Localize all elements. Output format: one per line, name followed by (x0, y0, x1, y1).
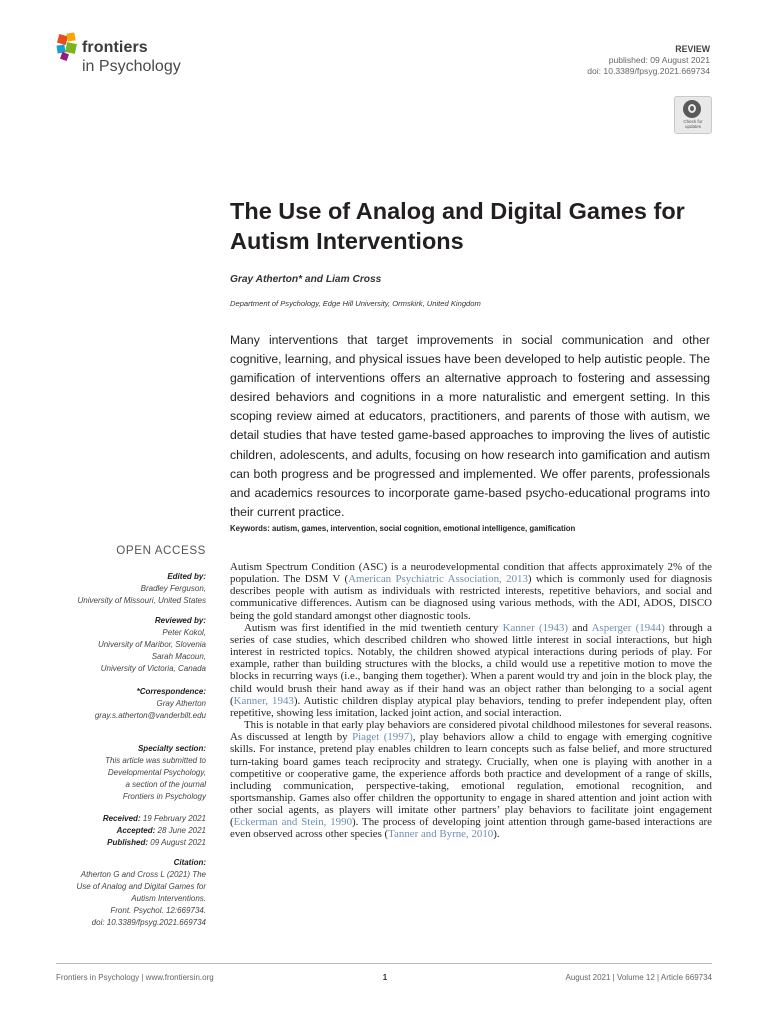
citation-line[interactable]: doi: 10.3389/fpsyg.2021.669734 (91, 918, 206, 927)
correspondence-label: *Correspondence: (136, 687, 206, 696)
abstract: Many interventions that target improvements in social communication and other cognitive, learning, and physical issues have been developed to help autistic people. The gamification of interventions offers an alternative approach to fostering and assessing desired behaviors and cognitions in a more naturalistic and emergent setting. In this scoping review aimed at educators, practitioners, and parents of those with autism, we detail studies that have tested game-based approaches to improving the lives of autistic children, adolescents, and adults, focusing on how research into gamification and autism can both progress and be progressed and implemented. We offer parents, professionals and academics resources to incorporate game-based psycho-educational programs into their current practice. (230, 333, 710, 519)
reference-link[interactable]: Kanner, 1943 (233, 694, 294, 707)
citation-line: Autism Interventions. (131, 894, 206, 903)
reviewer-name: Sarah Macoun, (151, 652, 206, 661)
check-for-updates-badge[interactable] (674, 96, 712, 134)
page-number: 1 (382, 973, 388, 982)
specialty-line: Frontiers in Psychology (122, 792, 206, 801)
correspondence-block (95, 686, 206, 722)
body-paragraph: Autism Spectrum Condition (ASC) is a neurodevelopmental condition that affects approximately 2% of the population. The DSM V (American Psychiatric Association, 2013) which is commonly used for diagnosis describes people with autism as individuals with restricted interests, repetitive behaviors, and social and communicative differences. Autism can be diagnosed using various methods, with the ADI, ADOS, DISCO being the gold standard amongst other diagnostic tools. (230, 561, 712, 622)
article-title: The Use of Analog and Digital Games for Autism Interventions (230, 198, 685, 254)
edited-by-label: Edited by: (167, 572, 206, 581)
published-date: published: 09 August 2021 (608, 55, 710, 65)
accepted-label: Accepted: (116, 826, 156, 835)
citation-label: Citation: (173, 858, 206, 867)
citation-line: Atherton G and Cross L (2021) The (80, 870, 206, 879)
body-paragraph: Autism was first identified in the mid twentieth century Kanner (1943) and Asperger (1944) through a series of case studies, which described children who showed little interest in social interactions, but high interest in restricted topics. Notably, the children showed atypical interactions during periods of play. For example, rather than building structures with the blocks, a child would use a repetitive motion to move the blocks in recurring ways (i.e., banging them together). When a parent would try and join in the block play, the child would brush their hand away as if their hand was an object rather than belonging to a social agent (Kanner, 1943). Autistic children display atypical play behaviors, tending to prefer independent play, often repetitive, showing less imitation, lacked joint action, and social interaction. (230, 621, 712, 719)
specialty-line: This article was submitted to (105, 756, 206, 765)
journal-name-line1: frontiers (82, 39, 148, 56)
reviewed-by-label: Reviewed by: (154, 616, 206, 625)
check-updates-label: Check for updates (683, 119, 703, 129)
check-updates-icon (683, 100, 701, 118)
specialty-line: Developmental Psychology, (107, 768, 206, 777)
article-type: REVIEW (675, 44, 710, 54)
correspondence-email[interactable]: gray.s.atherton@vanderbilt.edu (94, 711, 206, 720)
reference-link[interactable]: Eckerman and Stein, 1990 (233, 816, 353, 829)
citation-line: Front. Psychol. 12:669734. (110, 906, 206, 915)
body-paragraph: This is notable in that early play behaviors are considered pivotal childhood milestones for several reasons. As discussed at length by Piaget (1997), play behaviors allow a child to engage with emerging cognitive skills. For instance, pretend play enables children to learn concepts such as false belief, and more structured turn-taking board games teach reciprocity and strategy. Crucially, when one is playing with another in a competitive or cooperative game, the experience affords both practice and development of a range of skills, including communication, perspective-taking, emotional regulation, emotional recognition, and sportsmanship. Games also offer children the opportunity to engage in shared attention and joint action with other social agents, as players will imitate other partners’ play behaviors to facilitate joint engagement (Eckerman and Stein, 1990). The process of developing joint attention through game-based interactions are even observed across other species (Tanner and Byrne, 2010). (230, 719, 712, 841)
reference-link[interactable]: American Psychiatric Association, 2013 (348, 573, 528, 586)
journal-logo (56, 33, 206, 81)
received-date: 19 February 2021 (142, 814, 206, 823)
reviewer-affiliation: University of Victoria, Canada (100, 664, 206, 673)
citation-line: Use of Analog and Digital Games for (76, 882, 206, 891)
keywords: Keywords: autism, games, intervention, social cognition, emotional intelligence, gamification (230, 524, 576, 533)
article-authors: Gray Atherton* and Liam Cross (230, 274, 382, 285)
editor-affiliation: University of Missouri, United States (77, 596, 206, 605)
accepted-date: 28 June 2021 (157, 826, 206, 835)
specialty-block (105, 743, 206, 803)
reference-link[interactable]: Kanner (1943) (502, 621, 568, 634)
article-body (230, 561, 712, 841)
correspondence-name: Gray Atherton (156, 699, 206, 708)
reviewer-affiliation: University of Maribor, Slovenia (97, 640, 206, 649)
editor-block (78, 571, 207, 607)
reviewers-block (98, 615, 206, 675)
received-label: Received: (102, 814, 141, 823)
article-header-info (587, 44, 710, 77)
published-label: Published: (107, 838, 149, 847)
reference-link[interactable]: Tanner and Byrne, 2010 (388, 828, 494, 841)
specialty-line: a section of the journal (125, 780, 206, 789)
reviewer-name: Peter Kokol, (162, 628, 206, 637)
footer-divider (56, 963, 712, 964)
reference-link[interactable]: Asperger (1944) (591, 621, 665, 634)
reference-link[interactable]: Piaget (1997) (352, 731, 413, 744)
author-affiliation: Department of Psychology, Edge Hill University, Ormskirk, United Kingdom (230, 299, 481, 308)
open-access-label: OPEN ACCESS (116, 544, 206, 557)
sidebar-published-date: 09 August 2021 (150, 838, 206, 847)
citation-block (76, 857, 206, 929)
footer-journal[interactable]: Frontiers in Psychology | www.frontiersin.org (56, 973, 214, 982)
specialty-label: Specialty section: (137, 744, 206, 753)
dates-block (103, 813, 206, 849)
journal-name-line2: in Psychology (82, 58, 181, 75)
article-doi[interactable]: doi: 10.3389/fpsyg.2021.669734 (587, 66, 710, 76)
editor-name: Bradley Ferguson, (140, 584, 206, 593)
frontiers-logo-icon (56, 33, 80, 63)
footer-issue: August 2021 | Volume 12 | Article 669734 (565, 973, 712, 982)
